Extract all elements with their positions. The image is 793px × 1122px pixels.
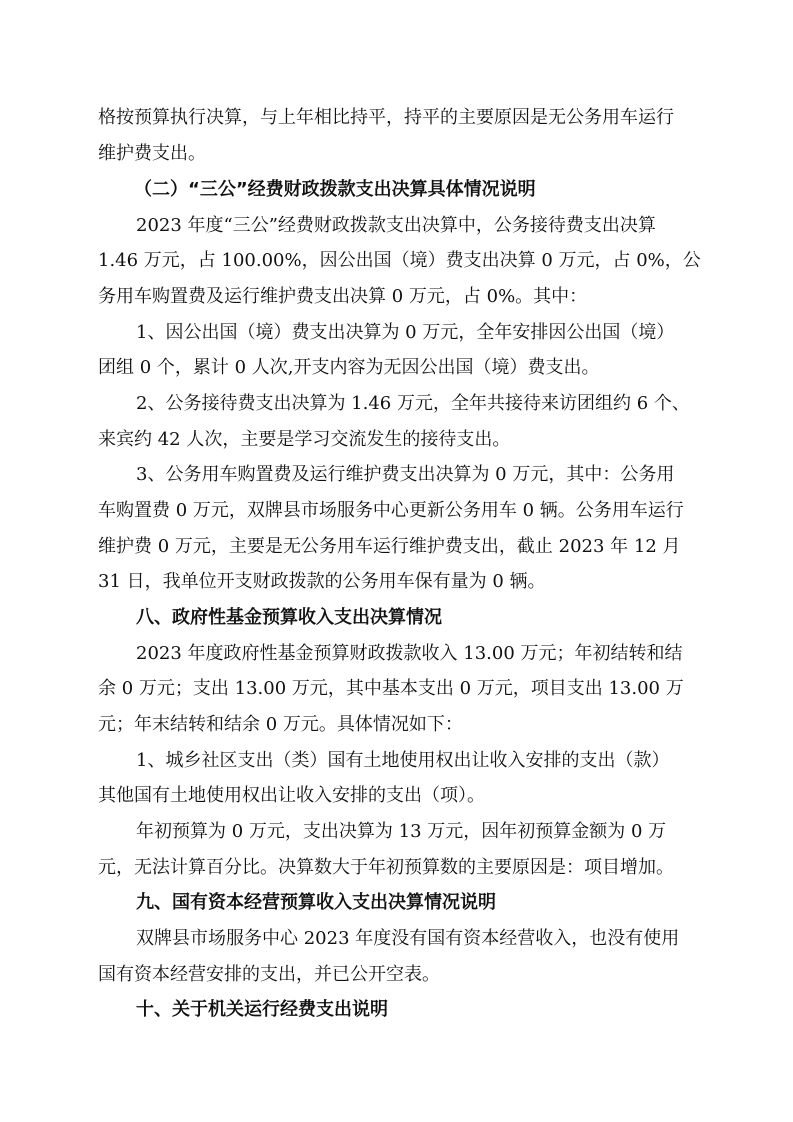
paragraph-line: 双牌县市场服务中心 2023 年度没有国有资本经营收入，也没有使用 (136, 928, 680, 949)
paragraph-line: 格按预算执行决算，与上年相比持平，持平的主要原因是无公务用车运行 (98, 107, 674, 128)
paragraph-line: 1、城乡社区支出（类）国有土地使用权出让收入安排的支出（款） (136, 750, 670, 771)
paragraph-line: 1、因公出国（境）费支出决算为 0 万元，全年安排因公出国（境） (136, 322, 675, 343)
section-heading: （二）“三公”经费财政拨款支出决算具体情况说明 (134, 179, 536, 200)
section-heading: 九、国有资本经营预算收入支出决算情况说明 (136, 892, 496, 913)
paragraph-line: 3、公务用车购置费及运行维护费支出决算为 0 万元，其中：公务用 (136, 464, 675, 485)
paragraph-line: 2、公务接待费支出决算为 1.46 万元，全年共接待来访团组约 6 个、 (136, 393, 690, 414)
paragraph-line: 余 0 万元；支出 13.00 万元，其中基本支出 0 万元，项目支出 13.00 万 (98, 678, 684, 699)
paragraph-line: 2023 年度政府性基金预算财政拨款收入 13.00 万元；年初结转和结 (136, 643, 683, 664)
paragraph-line: 31 日，我单位开支财政拨款的公务用车保有量为 0 辆。 (98, 571, 546, 592)
section-heading: 十、关于机关运行经费支出说明 (136, 999, 388, 1020)
paragraph-line: 2023 年度“三公”经费财政拨款支出决算中，公务接待费支出决算 (136, 215, 656, 236)
paragraph-line: 1.46 万元，占 100.00%，因公出国（境）费支出决算 0 万元，占 0%，公 (98, 250, 701, 271)
paragraph-line: 元，无法计算百分比。决算数大于年初预算数的主要原因是：项目增加。 (98, 857, 674, 878)
paragraph-line: 车购置费 0 万元，双牌县市场服务中心更新公务用车 0 辆。公务用车运行 (98, 500, 684, 521)
paragraph-line: 团组 0 个，累计 0 人次,开支内容为无因公出国（境）费支出。 (98, 357, 600, 378)
paragraph-line: 国有资本经营安排的支出，并已公开空表。 (98, 964, 440, 985)
paragraph-line: 维护费 0 万元，主要是无公务用车运行维护费支出，截止 2023 年 12 月 (98, 536, 681, 557)
paragraph-line: 维护费支出。 (98, 143, 206, 164)
paragraph-line: 来宾约 42 人次，主要是学习交流发生的接待支出。 (98, 429, 511, 450)
paragraph-line: 其他国有土地使用权出让收入安排的支出（项）。 (98, 785, 485, 806)
paragraph-line: 务用车购置费及运行维护费支出决算 0 万元，占 0%。其中： (98, 286, 588, 307)
section-heading: 八、政府性基金预算收入支出决算情况 (136, 607, 442, 628)
paragraph-line: 元；年末结转和结余 0 万元。具体情况如下： (98, 714, 463, 735)
paragraph-line: 年初预算为 0 万元，支出决算为 13 万元，因年初预算金额为 0 万 (136, 821, 667, 842)
